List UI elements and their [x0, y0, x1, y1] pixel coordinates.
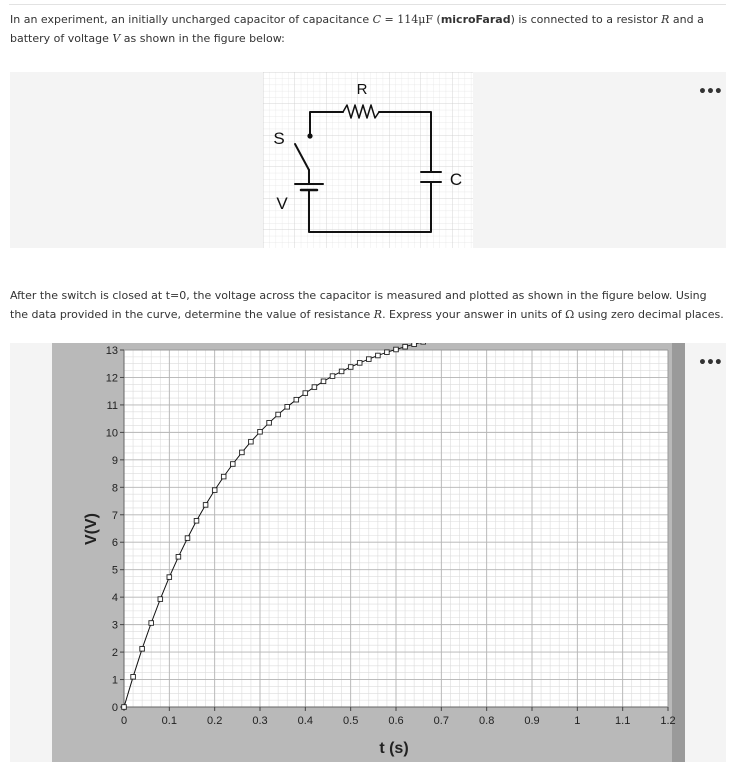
circuit-diagram: [263, 72, 473, 248]
question-resistance-symbol: R: [373, 308, 383, 321]
label-c: C: [449, 170, 463, 189]
data-point: [176, 555, 181, 560]
y-axis-label: V(V): [83, 513, 100, 545]
data-point: [394, 347, 399, 352]
data-point: [221, 474, 226, 479]
data-point: [285, 405, 290, 410]
y-tick-label: 7: [111, 509, 118, 522]
x-tick-label: 0.4: [297, 715, 313, 727]
y-tick-label: 3: [111, 619, 118, 632]
x-tick-label: 1.1: [615, 715, 631, 727]
data-point: [203, 503, 208, 508]
circuit-figure: [263, 72, 473, 248]
y-tick-label: 1: [111, 674, 118, 687]
top-divider: [9, 4, 726, 5]
x-tick-label: 1.2: [660, 715, 676, 727]
data-point: [212, 488, 217, 493]
label-r: R: [356, 81, 368, 98]
circuit-grid: [263, 72, 473, 248]
question-text-2: . Express your answer in units of: [382, 308, 566, 321]
x-tick-label: 0.2: [207, 715, 223, 727]
data-point: [258, 430, 263, 435]
y-tick-label: 10: [105, 427, 118, 440]
data-point: [267, 421, 272, 426]
data-point: [131, 675, 136, 680]
x-tick-label: 0.1: [161, 715, 177, 727]
y-tick-label: 6: [111, 537, 118, 550]
y-tick-label: 2: [111, 647, 118, 660]
data-point: [348, 365, 353, 370]
data-point: [339, 369, 344, 374]
voltage-time-chart: [52, 343, 685, 762]
y-tick-label: 5: [111, 564, 118, 577]
intro-text-1: In an experiment, an initially uncharged capacitor of capacitance: [10, 13, 373, 26]
more-options-icon[interactable]: •••: [698, 84, 722, 100]
x-tick-label: 0.8: [479, 715, 495, 727]
capacitance-symbol: C: [372, 13, 382, 26]
label-v: V: [276, 194, 288, 213]
data-point: [385, 350, 390, 355]
data-point: [294, 397, 299, 402]
data-point: [122, 705, 127, 710]
data-point: [321, 379, 326, 384]
capacitance-value: = 114μF (: [381, 13, 441, 26]
question-text-3: using zero decimal places.: [574, 308, 724, 321]
x-tick-label: 0.6: [388, 715, 404, 727]
data-point: [149, 621, 154, 626]
y-tick-label: 4: [111, 592, 118, 605]
x-tick-label: 0.3: [252, 715, 268, 727]
chart-frame-edge: [672, 343, 685, 762]
data-point: [403, 344, 408, 349]
data-point: [330, 374, 335, 379]
more-options-icon-2[interactable]: •••: [698, 355, 722, 371]
data-point: [185, 536, 190, 541]
label-s: S: [273, 129, 285, 148]
capacitance-unit: microFarad: [440, 13, 511, 26]
y-tick-label: 0: [111, 702, 118, 714]
data-point: [412, 343, 417, 347]
intro-text-2: ) is connected to a resistor: [510, 13, 662, 26]
chart-frame: [52, 343, 685, 762]
y-tick-label: 12: [105, 372, 118, 385]
problem-intro: [10, 10, 728, 48]
x-tick-label: 0.9: [524, 715, 540, 727]
voltage-symbol: V: [112, 32, 121, 45]
switch-contact: [307, 133, 312, 138]
x-tick-label: 0: [120, 715, 128, 727]
data-point: [357, 361, 362, 366]
x-tick-label: 1: [574, 715, 581, 727]
data-point: [231, 462, 236, 467]
ohm-symbol: Ω: [565, 308, 575, 321]
y-tick-label: 8: [111, 482, 118, 495]
data-point: [194, 519, 199, 524]
y-tick-label: 11: [106, 399, 118, 412]
intro-text-3: and a battery of voltage: [10, 13, 704, 45]
intro-text-4: as shown in the figure below:: [120, 32, 285, 45]
x-tick-label: 0.7: [433, 715, 449, 727]
data-point: [158, 597, 163, 602]
question-text-1: After the switch is closed at t=0, the voltage across the capacitor is measured and plotted as shown in the figure below. Using the data provided in the curve, determine the value of resistance: [10, 289, 707, 321]
problem-question: [10, 286, 728, 324]
data-point: [367, 357, 372, 362]
data-point: [421, 343, 426, 344]
data-point: [140, 647, 145, 652]
data-point: [376, 353, 381, 358]
data-point: [276, 412, 281, 417]
data-point: [240, 450, 245, 455]
data-point: [303, 391, 308, 396]
data-point: [312, 385, 317, 390]
resistance-symbol: R: [661, 13, 670, 26]
y-tick-label: 13: [105, 345, 118, 357]
x-tick-label: 0.5: [343, 715, 359, 727]
x-axis-label: t (s): [379, 740, 409, 757]
data-point: [167, 575, 172, 580]
y-tick-label: 9: [111, 454, 118, 467]
data-point: [249, 439, 254, 444]
